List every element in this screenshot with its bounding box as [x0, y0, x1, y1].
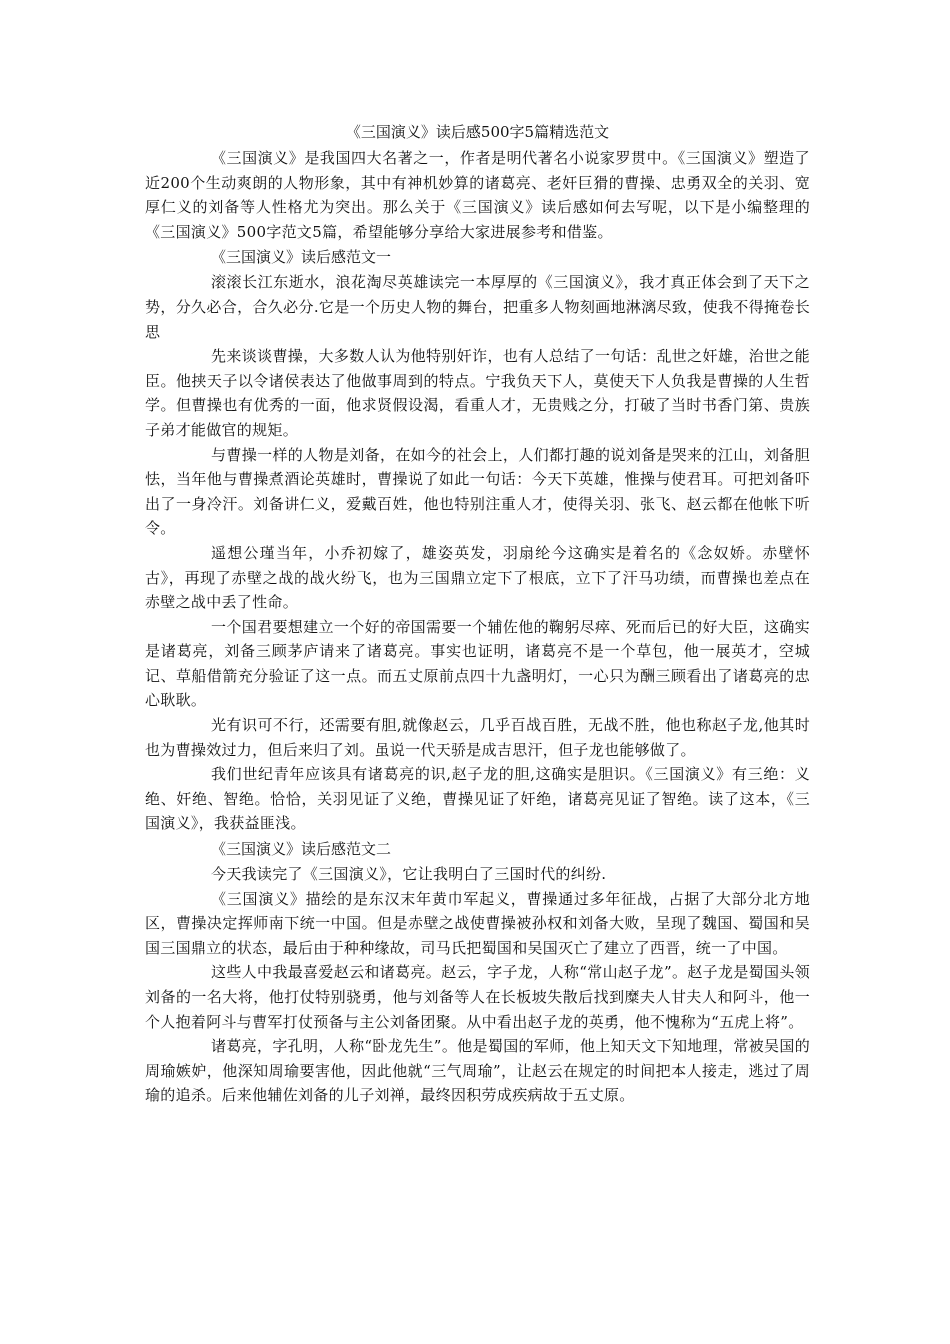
essay-2-paragraph: 诸葛亮，字孔明，人称“卧龙先生”。他是蜀国的军师，他上知天文下知地理，常被吴国的周瑜嫉妒，他深知周瑜要害他，因此他就“三气周瑜”，让赵云在规定的时间把本人接走，逃过了周瑜的追杀。后来他辅佐刘备的儿子刘禅，最终因积劳成疾病故于五丈原。: [145, 1037, 810, 1105]
essay-2-paragraph: 这些人中我最喜爱赵云和诸葛亮。赵云，字子龙，人称“常山赵子龙”。赵子龙是蜀国头领刘备的一名大将，他打仗特别骁勇，他与刘备等人在长板坡失散后找到糜夫人甘夫人和阿斗，他一个人抱着阿斗与曹军打仗预备与主公刘备团聚。从中看出赵子龙的英勇，他不愧称为“五虎上将”。: [145, 963, 810, 1031]
essay-1-paragraph: 我们世纪青年应该具有诸葛亮的识,赵子龙的胆,这确实是胆识。《三国演义》有三绝：义绝、奸绝、智绝。恰恰，关羽见证了义绝，曹操见证了奸绝，诸葛亮见证了智绝。读了这本，《三国演义》，我获益匪浅。: [145, 765, 810, 833]
essay-2-paragraph: 今天我读完了《三国演义》，它让我明白了三国时代的纠纷.: [211, 865, 607, 884]
essay-2-paragraph: 《三国演义》描绘的是东汉末年黄巾军起义，曹操通过多年征战，占据了大部分北方地区，曹操决定挥师南下统一中国。但是赤壁之战使曹操被孙权和刘备大败，呈现了魏国、蜀国和吴国三国鼎立的状态，最后由于种种缘故，司马氏把蜀国和吴国灭亡了建立了西晋，统一了中国。: [145, 889, 810, 957]
essay-1-heading: 《三国演义》读后感范文一: [211, 248, 392, 267]
document-body: [145, 120, 810, 1108]
document-title: 《三国演义》读后感500字5篇精选范文: [345, 123, 610, 141]
essay-1-paragraph: 一个国君要想建立一个好的帝国需要一个辅佐他的鞠躬尽瘁、死而后已的好大臣，这确实是诸葛亮，刘备三顾茅庐请来了诸葛亮。事实也证明，诸葛亮不是一个草包，他一展英才，空城记、草船借箭充分验证了这一点。而五丈原前点四十九盏明灯，一心只为酬三顾看出了诸葛亮的忠心耿耿。: [145, 617, 810, 710]
essay-1-paragraph: 滚滚长江东逝水，浪花淘尽英雄读完一本厚厚的《三国演义》，我才真正体会到了天下之势，分久必合，合久必分.它是一个历史人物的舞台，把重多人物刻画地淋漓尽致，使我不得掩卷长思: [145, 273, 810, 341]
essay-1-paragraph: 光有识可不行，还需要有胆,就像赵云，几乎百战百胜，无战不胜，他也称赵子龙,他其时也为曹操效过力，但后来归了刘。虽说一代天骄是成吉思汗，但子龙也能够做了。: [145, 716, 810, 759]
essay-1-paragraph: 与曹操一样的人物是刘备，在如今的社会上，人们都打趣的说刘备是哭来的江山，刘备胆怯，当年他与曹操煮酒论英雄时，曹操说了如此一句话：今天下英雄，惟操与使君耳。可把刘备吓出了一身冷汗。刘备讲仁义，爱戴百姓，他也特别注重人才，使得关羽、张飞、赵云都在他帐下听令。: [145, 445, 810, 538]
essay-1-paragraph: 先来谈谈曹操，大多数人认为他特别奸诈，也有人总结了一句话：乱世之奸雄，治世之能臣。他挟天子以令诸侯表达了他做事周到的特点。宁我负天下人，莫使天下人负我是曹操的人生哲学。但曹操也有优秀的一面，他求贤假设渴，看重人才，无贵贱之分，打破了当时书香门第、贵族子弟才能做官的规矩。: [145, 347, 810, 439]
essay-2-heading: 《三国演义》读后感范文二: [211, 840, 392, 859]
intro-paragraph: 《三国演义》是我国四大名著之一，作者是明代著名小说家罗贯中。《三国演义》塑造了近200个生动爽朗的人物形象，其中有神机妙算的诸葛亮、老奸巨猾的曹操、忠勇双全的关羽、宽厚仁义的刘备等人性格尤为突出。那么关于《三国演义》读后感如何去写呢，以下是小编整理的《三国演义》500字范文5篇，希望能够分享给大家进展参考和借鉴。: [145, 149, 810, 241]
essay-1-paragraph: 遥想公瑾当年，小乔初嫁了，雄姿英发，羽扇纶今这确实是着名的《念奴娇。赤壁怀古》，再现了赤壁之战的战火纷飞，也为三国鼎立定下了根底，立下了汗马功绩，而曹操也差点在赤壁之战中丢了性命。: [145, 543, 810, 612]
